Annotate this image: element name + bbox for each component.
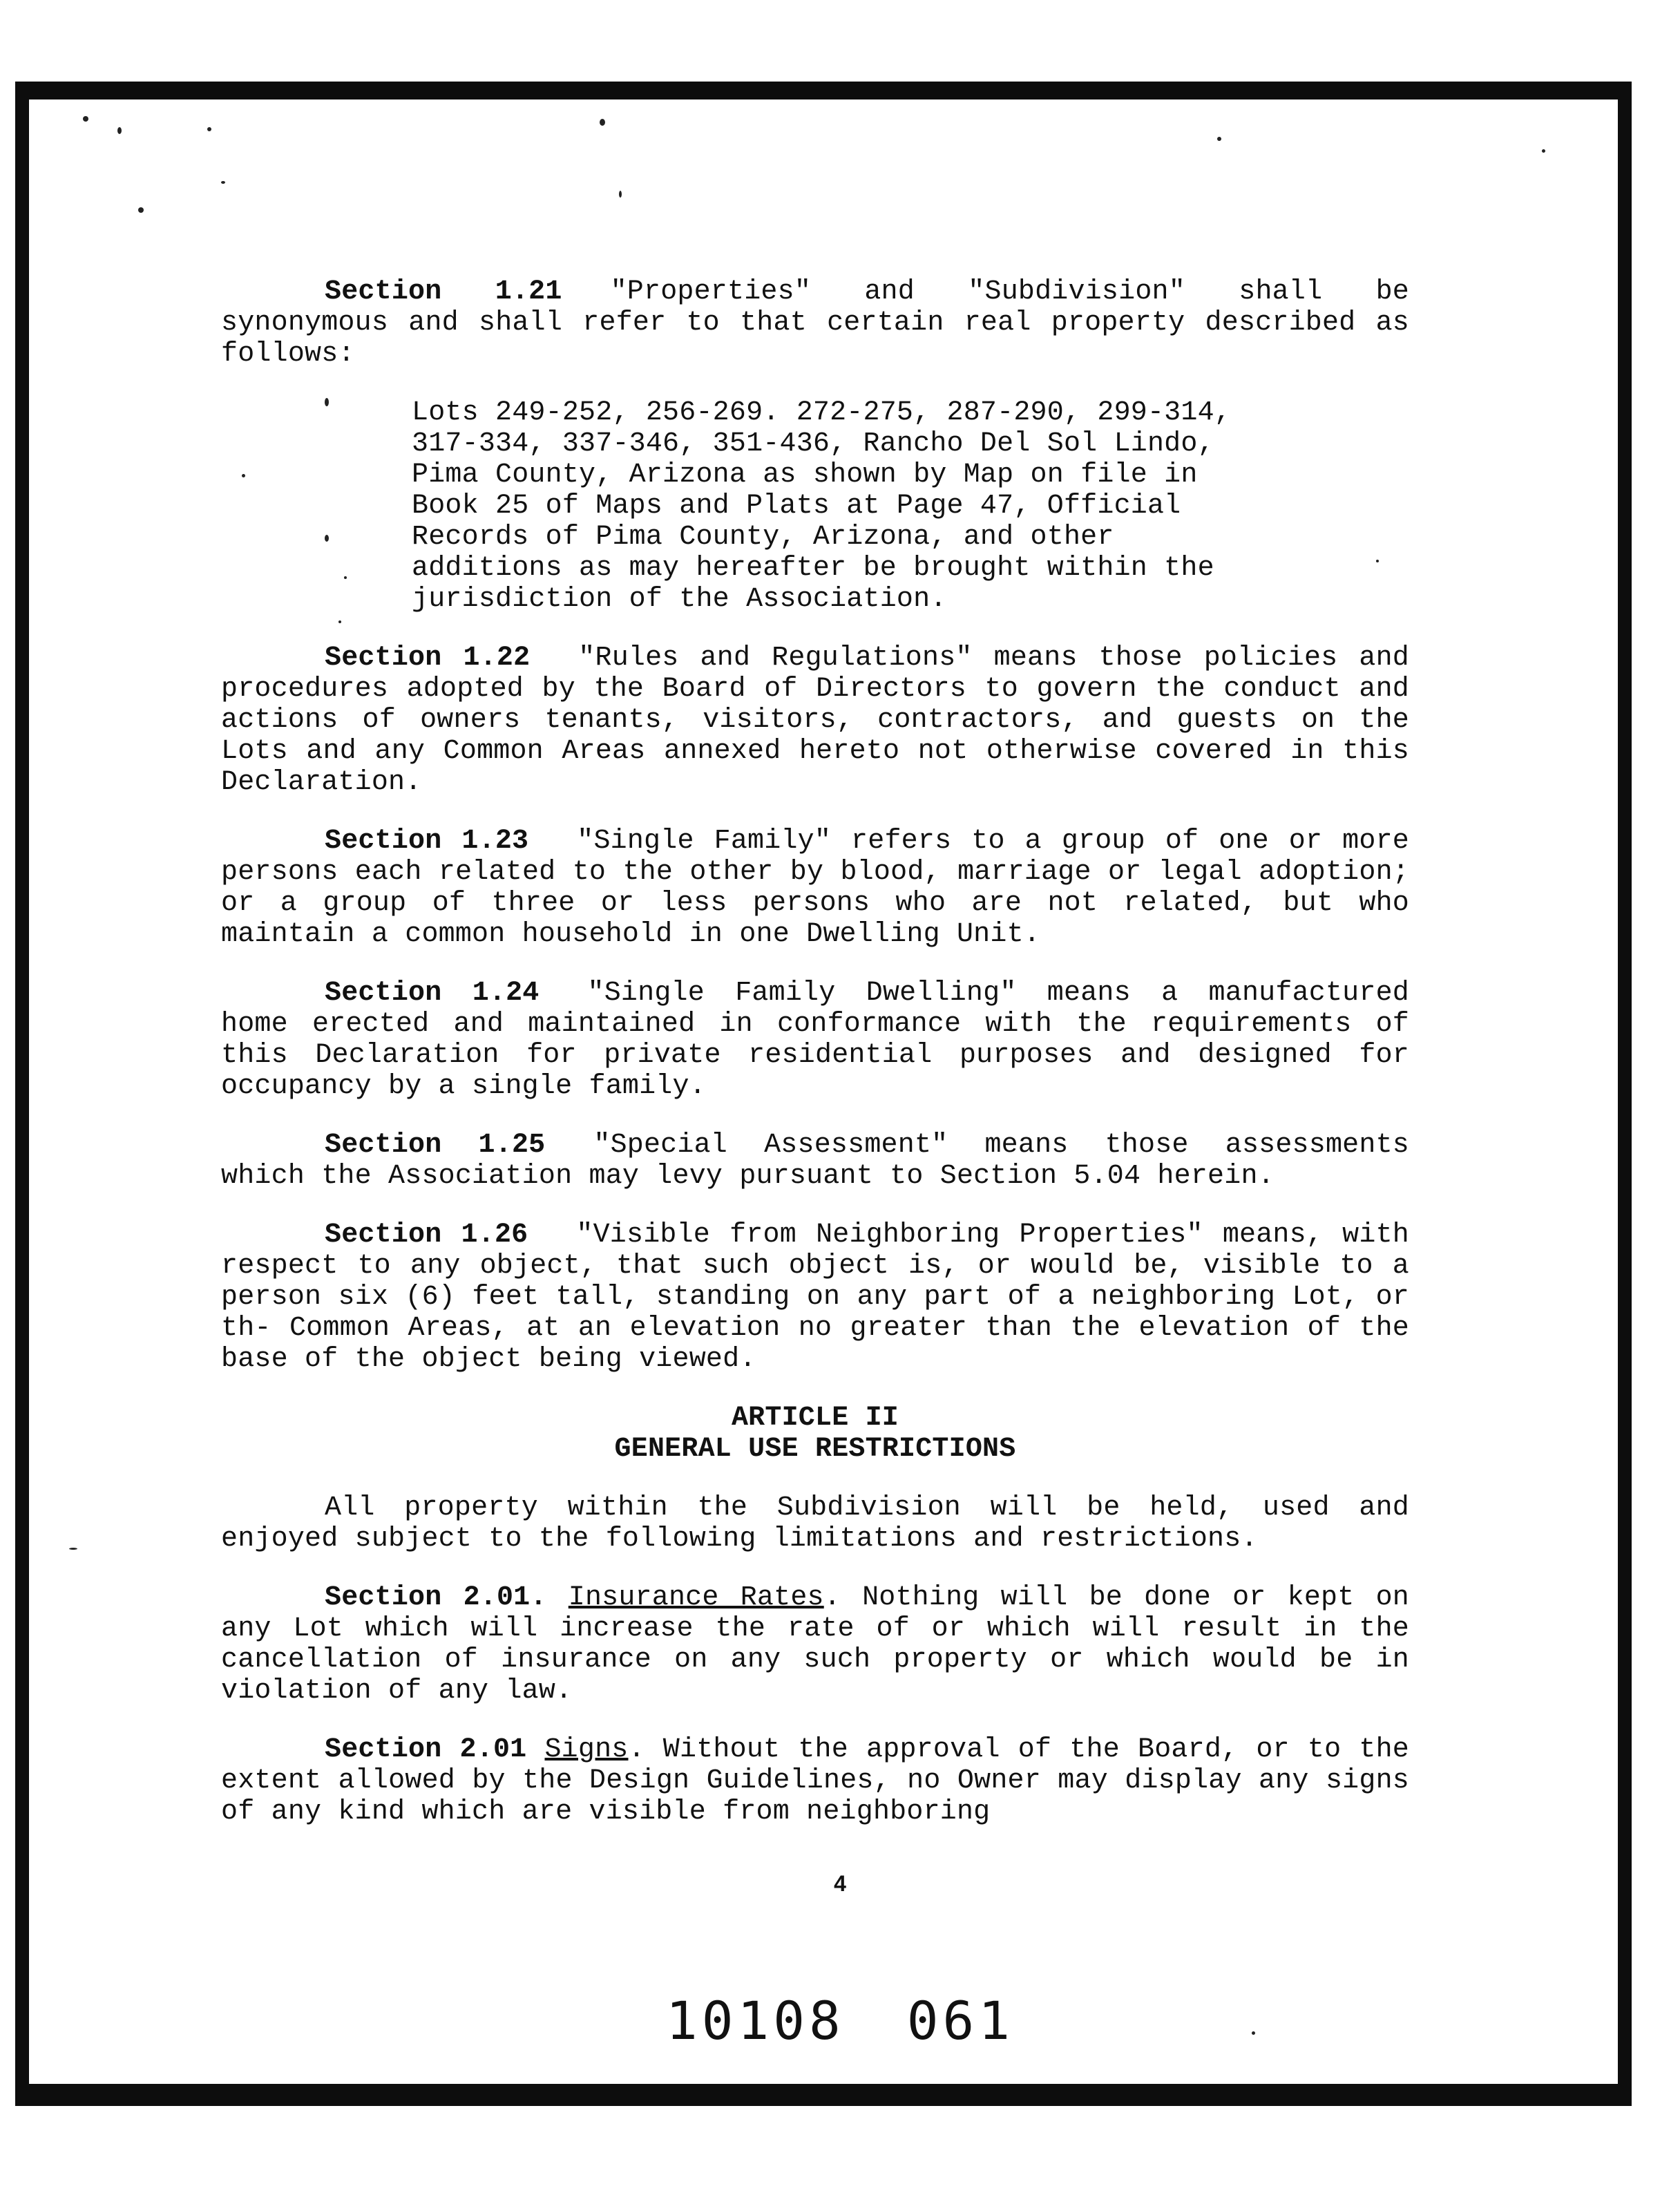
section-1-25	[221, 1130, 1409, 1192]
scan-border-left	[15, 82, 29, 2106]
section-title: Section 1.23	[325, 826, 529, 857]
document-body	[221, 276, 1409, 1855]
page-number: 4	[834, 1871, 846, 1896]
scan-border-top	[15, 82, 1632, 99]
article-title: GENERAL USE RESTRICTIONS	[614, 1434, 1016, 1465]
section-text: . Without the approval of the Board, or to the extent allowed by the Design Guidelines, no Owner may display any signs of any kind which are visible from neighboring	[221, 1734, 1409, 1828]
section-title: Section 1.24	[325, 978, 540, 1009]
scan-border-bottom	[15, 2084, 1632, 2106]
section-1-24	[221, 978, 1409, 1102]
article-intro: All property within the Subdivision will be held, used and enjoyed subject to the following limitations and restrictions.	[221, 1492, 1409, 1555]
stamp-book: 10108	[665, 1990, 845, 2051]
lots-description: Lots 249-252, 256-269. 272-275, 287-290, 299-314, 317-334, 337-346, 351-436, Rancho Del Sol Lindo, Pima County, Arizona as shown by Map on file in Book 25 of Maps and Plats at Page 47, Official Records of Pima County, Arizona, and other additions as may hereafter be brought within the jurisdiction of the Association.	[412, 397, 1231, 615]
section-heading: Insurance Rates	[568, 1582, 824, 1613]
scan-speck	[1217, 137, 1221, 141]
section-title: Section 1.25	[325, 1130, 546, 1161]
scan-border-right	[1618, 82, 1632, 2106]
scan-speck	[69, 1548, 77, 1550]
scan-speck	[1542, 149, 1545, 153]
scan-speck	[619, 191, 622, 198]
section-1-23	[221, 826, 1409, 950]
section-title: Section 2.01	[325, 1734, 527, 1765]
section-1-26	[221, 1220, 1409, 1375]
recording-stamp	[0, 1990, 1680, 2051]
section-title: Section 1.22	[325, 643, 531, 674]
section-text: "Visible from Neighboring Properties" means, with respect to any object, that such object is, or would be, visible to a person six (6) feet tall, standing on any part of a neighboring Lot, or th- Common Areas, at an elevation no greater than the elevation of the base of the object being viewed.	[221, 1220, 1409, 1375]
scan-speck	[600, 119, 605, 126]
section-text: "Single Family Dwelling" means a manufactured home erected and maintained in conformance with the requirements of this Declaration for private residential purposes and designed for occupancy by a single family.	[221, 978, 1409, 1102]
section-1-21	[221, 276, 1409, 370]
section-text: "Properties" and "Subdivision" shall be synonymous and shall refer to that certain real property described as follows:	[221, 276, 1410, 370]
section-text: "Special Assessment" means those assessments which the Association may levy pursuant to Section 5.04 herein.	[221, 1130, 1409, 1192]
scan-speck	[207, 127, 211, 131]
scan-speck	[138, 207, 144, 213]
article-heading	[221, 1403, 1409, 1465]
article-number: ARTICLE II	[731, 1403, 899, 1434]
section-title: Section 1.21	[325, 276, 562, 307]
section-2-01-insurance	[221, 1582, 1409, 1707]
section-text: "Single Family" refers to a group of one or more persons each related to the other by blood, marriage or legal adoption; or a group of three or less persons who are not related, but who maintain a common household in one Dwelling Unit.	[221, 826, 1409, 950]
section-2-01-signs	[221, 1734, 1409, 1828]
section-text: "Rules and Regulations" means those policies and procedures adopted by the Board of Directors to govern the conduct and actions of owners tenants, visitors, contractors, and guests on the Lots and any Common Areas annexed hereto not otherwise covered in this Declaration.	[221, 643, 1409, 798]
section-text: . Nothing will be done or kept on any Lot which will increase the rate of or which will result in the cancellation of insurance on any such property or which would be in violation of any law.	[221, 1582, 1409, 1707]
stamp-page: 061	[906, 1990, 1015, 2051]
section-title: Section 1.26	[325, 1220, 528, 1251]
scan-speck	[117, 127, 122, 134]
section-1-22	[221, 643, 1409, 798]
section-title: Section 2.01.	[325, 1582, 547, 1613]
section-heading: Signs	[544, 1734, 629, 1765]
scan-speck	[83, 116, 88, 122]
scan-speck	[221, 181, 225, 184]
